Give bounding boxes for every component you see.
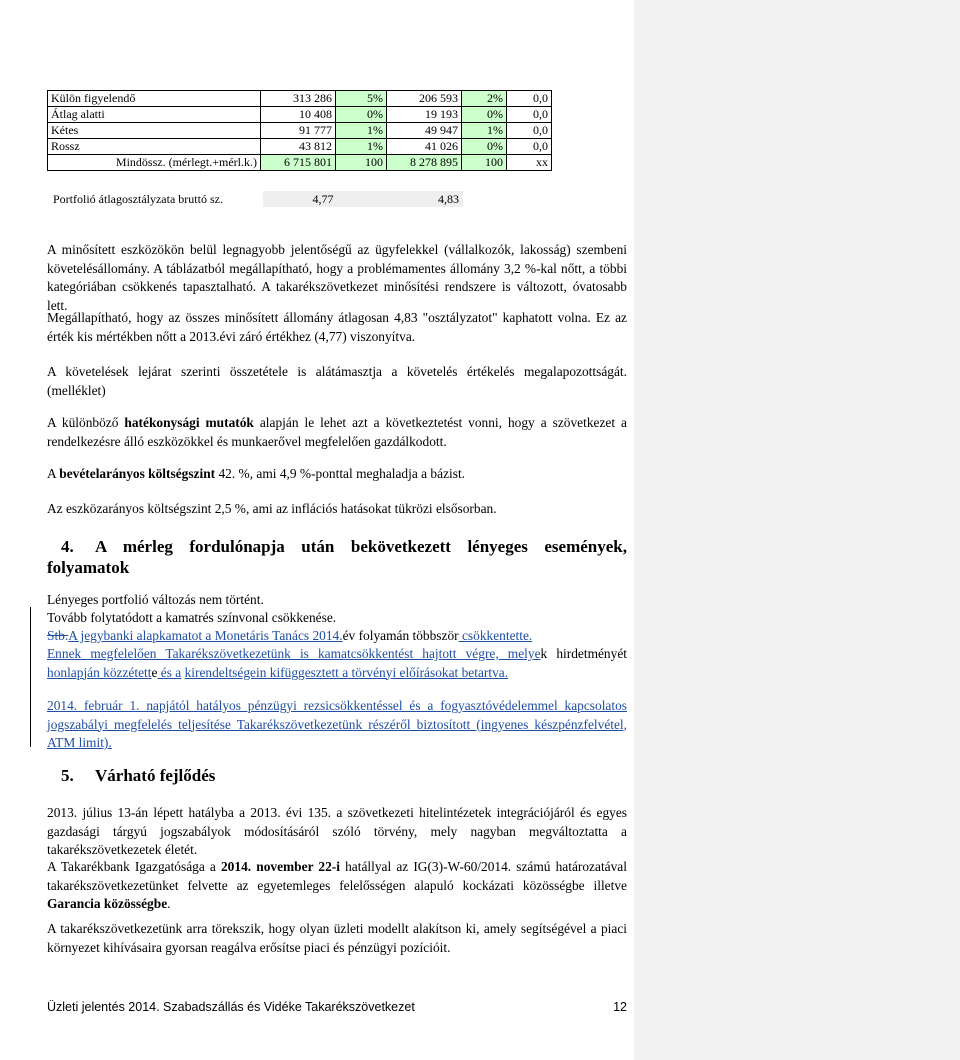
ratio: 0,0 (507, 107, 552, 123)
value-2013: 43 812 (261, 139, 336, 155)
paragraph-portfolio: A minősített eszközökön belül legnagyobb jelentőségű az ügyfelekkel (vállalkozók, lakosság) szembeni követelésállomány. A táblázatból megállapítható, hogy a problémamentes állomány 3,2 %-kal nőtt, a többi kategóriában csökkenés tapasztalható. A takarékszövetkezet minősítési rendszere is változott, óvatosabb lett. (47, 242, 627, 313)
share-2014: 0% (462, 139, 507, 155)
value-2014: 41 026 (387, 139, 462, 155)
ratio: 0,0 (507, 123, 552, 139)
ratio: 0,0 (507, 91, 552, 107)
paragraph-efficiency: A különböző hatékonysági mutatók alapján le lehet azt a következtetést vonni, hogy a szövetkezet a rendelkezésre álló eszközökkel és munkaerővel megfelelően gazdálkodott. (47, 415, 627, 449)
ratio: 0,0 (507, 139, 552, 155)
share-2013: 5% (336, 91, 387, 107)
paragraph-interest-spread: Tovább folytatódott a kamatrés színvonal csökkenése. (47, 610, 337, 625)
paragraph-portfolio-change: Lényeges portfolió változás nem történt. (47, 592, 264, 607)
paragraph-average: Megállapítható, hogy az összes minősített állomány átlagosan 4,83 "osztályzatot" kaphatott volna. Ez az érték kis mértékben nőtt a 2013.évi záró értékhez (4,77) viszonyítva. (47, 310, 627, 344)
section-5-heading: 5. Várható fejlődés (61, 766, 216, 785)
paragraph-takarekbank: A Takarékbank Igazgatósága a 2014. november 22-i hatállyal az IG(3)-W-60/2014. számú határozatával takarékszövetkezetünket felvette az egyetemleges felelősségen alapuló kockázati közösségbe illetve Garancia közösségbe. (47, 859, 627, 911)
value-2013: 10 408 (261, 107, 336, 123)
share-2013: 0% (336, 107, 387, 123)
paragraph-asset-cost: Az eszközarányos költségszint 2,5 %, ami az inflációs hatásokat tükrözi elsősorban. (47, 501, 497, 516)
value-2013: 6 715 801 (261, 155, 336, 171)
revision-base-rate: Stb.A jegybanki alapkamatot a Monetáris Tanács 2014.év folyamán többször csökkentette. (47, 628, 533, 643)
avg-label: Portfolió átlagosztályzata bruttó sz. (53, 192, 223, 206)
value-2013: 313 286 (261, 91, 336, 107)
value-2013: 91 777 (261, 123, 336, 139)
revision-rate-cut: Ennek megfelelően Takarékszövetkezetünk is kamatcsökkentést hajtott végre, melyek hirdetményét honlapján közzétette és a kirendeltségein kifüggesztett a törvényi előírásokat betartva. (47, 646, 627, 680)
share-2014: 2% (462, 91, 507, 107)
table-row (48, 91, 552, 107)
share-2013: 1% (336, 123, 387, 139)
share-2013: 100 (336, 155, 387, 171)
ratio: xx (507, 155, 552, 171)
paragraph-business-model: A takarékszövetkezetünk arra törekszik, hogy olyan üzleti modellt alakítson ki, amely segítségével a piaci környezet kihívásaira gyorsan reagálva erősítse piaci és pénzügyi pozícióit. (47, 921, 627, 955)
value-2014: 49 947 (387, 123, 462, 139)
table-row (48, 139, 552, 155)
table-row (48, 123, 552, 139)
table-row (48, 155, 552, 171)
row-label: Kétes (48, 123, 261, 139)
avg-value-2013: 4,77 (263, 191, 383, 207)
share-2014: 0% (462, 107, 507, 123)
comment-margin (634, 0, 960, 1060)
paragraph-integration-law: 2013. július 13-án lépett hatályba a 2013. évi 135. a szövetkezeti hitelintézetek integrációjáról és egyes gazdasági tárgyú jogszabályok módosításáról szóló törvény, mely nagyban megváltoztatta a takarékszövetkezetek életét. (47, 805, 627, 857)
paragraph-maturity: A követelések lejárat szerinti összetétele is alátámasztja a követelés értékelés megalapozottságát. (melléklet) (47, 364, 627, 398)
row-label: Külön figyelendő (48, 91, 261, 107)
change-bar (30, 607, 31, 747)
row-label: Átlag alatti (48, 107, 261, 123)
revision-consumer-protection: 2014. február 1. napjától hatályos pénzügyi rezsicsökkentéssel és a fogyasztóvédelemmel kapcsolatos jogszabályi megfelelés teljesítése Takarékszövetkezetünk részéről biztosított (ingyenes készpénzfelvétel, ATM limit). (47, 698, 627, 750)
section-4-heading: 4. A mérleg fordulónapja után bekövetkezett lényeges események, folyamatok (47, 537, 627, 577)
classification-table (47, 90, 552, 171)
value-2014: 19 193 (387, 107, 462, 123)
value-2014: 206 593 (387, 91, 462, 107)
page-number: 12 (613, 1000, 627, 1014)
share-2014: 1% (462, 123, 507, 139)
share-2013: 1% (336, 139, 387, 155)
page-footer (47, 1000, 627, 1014)
table-row (48, 107, 552, 123)
row-label: Mindössz. (mérlegt.+mérl.k.) (48, 155, 261, 171)
footer-title: Üzleti jelentés 2014. Szabadszállás és Vidéke Takarékszövetkezet (47, 1000, 415, 1014)
avg-value-2014: 4,83 (383, 191, 463, 207)
share-2014: 100 (462, 155, 507, 171)
paragraph-revenue-cost: A bevételarányos költségszint 42. %, ami 4,9 %-ponttal meghaladja a bázist. (47, 466, 466, 481)
value-2014: 8 278 895 (387, 155, 462, 171)
row-label: Rossz (48, 139, 261, 155)
portfolio-average-row (47, 191, 487, 207)
